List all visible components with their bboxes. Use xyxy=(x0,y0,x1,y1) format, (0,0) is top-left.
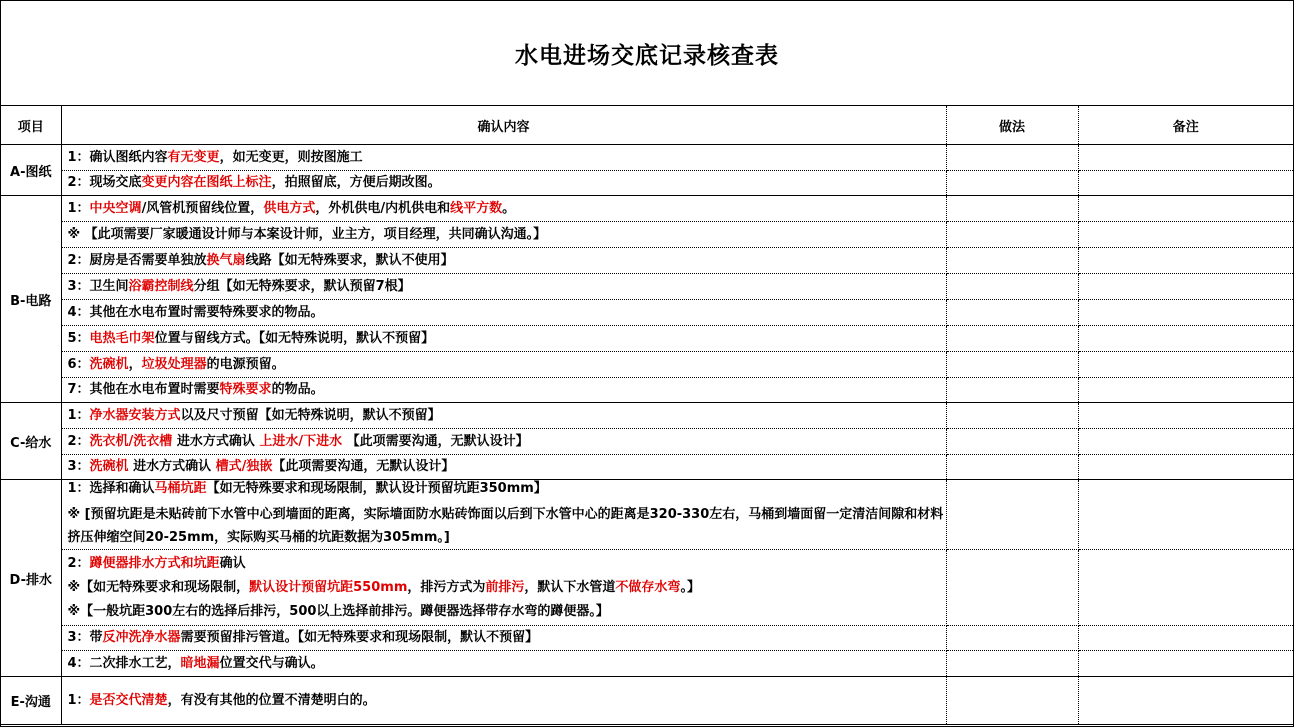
rich-line xyxy=(68,149,946,167)
plain-text: 1： xyxy=(67,200,90,216)
content-cell xyxy=(61,222,946,248)
category-drainage: D-排水 xyxy=(1,480,61,677)
header-row xyxy=(1,106,1293,145)
highlight-text: 浴霸控制线 xyxy=(128,278,194,294)
rich-line xyxy=(68,692,946,710)
content-cell xyxy=(61,651,946,677)
table-row xyxy=(1,352,1293,378)
remark-cell[interactable] xyxy=(1078,455,1293,480)
remark-cell[interactable] xyxy=(1078,326,1293,352)
plain-text: 3：带 xyxy=(67,630,103,645)
rich-line xyxy=(68,330,946,348)
note-line: ※ 【此项需要厂家暖通设计师与本案设计师，业主方，项目经理，共同确认沟通。】 xyxy=(67,226,547,242)
table-row xyxy=(1,455,1293,480)
plain-text: 2： xyxy=(67,433,90,449)
plain-text: ，排污方式为 xyxy=(407,579,486,595)
method-cell[interactable] xyxy=(946,626,1078,651)
content-cell xyxy=(61,145,946,171)
highlight-text: 中央空调 xyxy=(89,200,142,216)
rich-line xyxy=(68,433,946,451)
method-cell[interactable] xyxy=(946,403,1078,429)
content-cell xyxy=(61,274,946,300)
content-cell xyxy=(61,677,946,725)
remark-cell[interactable] xyxy=(1078,352,1293,378)
remark-cell[interactable] xyxy=(1078,378,1293,403)
plain-text: 位置与留线方式。【如无特殊说明，默认不预留】 xyxy=(154,330,435,346)
method-cell[interactable] xyxy=(946,480,1078,550)
plain-text: 以及尺寸预留【如无特殊说明，默认不预留】 xyxy=(180,407,441,423)
content-cell xyxy=(61,480,946,550)
remark-cell[interactable] xyxy=(1078,677,1293,725)
plain-text: 位置交代与确认。 xyxy=(219,655,324,671)
method-cell[interactable] xyxy=(946,222,1078,248)
plain-text: 【如无特殊要求和现场限制，默认设计预留坑距350mm】 xyxy=(206,481,547,496)
rich-line xyxy=(68,200,946,218)
rich-line xyxy=(68,356,946,374)
plain-text: 需要预留排污管道。【如无特殊要求和现场限制，默认不预留】 xyxy=(180,630,539,645)
remark-cell[interactable] xyxy=(1078,171,1293,196)
plain-text: 3：卫生间 xyxy=(67,278,129,294)
method-cell[interactable] xyxy=(946,196,1078,222)
highlight-text: 换气扇 xyxy=(206,252,246,268)
highlight-text: 马桶坑距 xyxy=(154,481,207,496)
table-row xyxy=(1,145,1293,171)
table-row xyxy=(1,626,1293,651)
remark-cell[interactable] xyxy=(1078,626,1293,651)
remark-cell[interactable] xyxy=(1078,196,1293,222)
rich-line xyxy=(68,552,946,576)
rich-line xyxy=(68,252,946,270)
plain-text: 2：厨房是否需要单独放 xyxy=(67,252,207,268)
highlight-text: 暗地漏 xyxy=(180,655,220,671)
plain-text: 4：二次排水工艺， xyxy=(67,655,181,671)
rich-line xyxy=(68,576,946,600)
table-row xyxy=(1,550,1293,626)
highlight-text: 变更内容在图纸上标注 xyxy=(141,175,272,190)
highlight-text: 默认设计预留坑距550mm xyxy=(249,579,408,595)
note-line: ※ [预留坑距是未贴砖前下水管中心到墙面的距离，实际墙面防水贴砖饰面以后到下水管中心的距离是320-330左右，马桶到墙面留一定清洁间隙和材料挤压伸缩空间20-25mm，实际购买马桶的坑距数据为305mm。] xyxy=(67,507,944,545)
plain-text: 的电源预留。 xyxy=(206,356,285,372)
plain-text: 【此项需要沟通，无默认设计】 xyxy=(342,433,529,449)
table-row xyxy=(1,274,1293,300)
plain-text: ※【如无特殊要求和现场限制， xyxy=(67,579,250,595)
content-cell xyxy=(61,171,946,196)
method-cell[interactable] xyxy=(946,171,1078,196)
category-drawing: A-图纸 xyxy=(1,145,61,196)
plain-text: ，如无变更，则按图施工 xyxy=(219,149,363,165)
plain-text: 进水方式确认 xyxy=(128,459,216,474)
table-row xyxy=(1,378,1293,403)
table-row xyxy=(1,171,1293,196)
plain-text: 1： xyxy=(67,692,90,708)
method-cell[interactable] xyxy=(946,429,1078,455)
header-remark: 备注 xyxy=(1078,106,1293,145)
category-communication: E-沟通 xyxy=(1,677,61,725)
content-cell xyxy=(61,326,946,352)
highlight-text: 特殊要求 xyxy=(219,382,272,397)
plain-text: ， xyxy=(128,356,142,372)
rich-line xyxy=(68,629,946,647)
rich-line xyxy=(68,407,946,425)
plain-text: 【此项需要沟通，无默认设计】 xyxy=(272,459,455,474)
highlight-text: 洗碗机 xyxy=(89,459,129,474)
content-cell xyxy=(61,378,946,403)
plain-text: ，有没有其他的位置不清楚明白的。 xyxy=(167,692,376,708)
highlight-text: 线平方数 xyxy=(450,200,503,216)
content-cell xyxy=(61,626,946,651)
highlight-text: 垃圾处理器 xyxy=(141,356,207,372)
highlight-text: 洗衣机/洗衣槽 xyxy=(89,433,173,449)
plain-text: /风管机预留线位置， xyxy=(141,200,264,216)
method-cell[interactable] xyxy=(946,326,1078,352)
plain-text: 1： xyxy=(67,407,90,423)
table-row xyxy=(1,480,1293,550)
plain-text: 5： xyxy=(67,330,90,346)
method-cell[interactable] xyxy=(946,352,1078,378)
highlight-text: 是否交代清楚 xyxy=(89,692,168,708)
highlight-text: 电热毛巾架 xyxy=(89,330,155,346)
table-row xyxy=(1,300,1293,326)
plain-text: 进水方式确认 xyxy=(172,433,260,449)
rich-line xyxy=(68,278,946,296)
content-cell xyxy=(61,248,946,274)
plain-text: 3： xyxy=(67,459,90,474)
table-row xyxy=(1,403,1293,429)
plain-text: 6： xyxy=(67,356,90,372)
highlight-text: 上进水/下进水 xyxy=(259,433,343,449)
table-row xyxy=(1,677,1293,725)
note-line: 4：其他在水电布置时需要特殊要求的物品。 xyxy=(67,304,324,320)
remark-cell[interactable] xyxy=(1078,248,1293,274)
method-cell[interactable] xyxy=(946,248,1078,274)
category-water-supply: C-给水 xyxy=(1,403,61,480)
plain-text: ，拍照留底，方便后期改图。 xyxy=(271,175,441,190)
remark-cell[interactable] xyxy=(1078,480,1293,550)
table-row xyxy=(1,248,1293,274)
plain-text: ，默认下水管道 xyxy=(524,579,616,595)
highlight-text: 净水器安装方式 xyxy=(89,407,181,423)
plain-text: 7：其他在水电布置时需要 xyxy=(67,382,220,397)
remark-cell[interactable] xyxy=(1078,403,1293,429)
method-cell[interactable] xyxy=(946,550,1078,626)
table-row xyxy=(1,222,1293,248)
page-title: 水电进场交底记录核查表 xyxy=(515,42,779,69)
content-cell xyxy=(61,352,946,378)
plain-text: 确认 xyxy=(219,555,246,571)
content-cell xyxy=(61,455,946,480)
highlight-text: 前排污 xyxy=(485,579,525,595)
plain-text: ，外机供电/内机供电和 xyxy=(315,200,451,216)
table-row xyxy=(1,196,1293,222)
highlight-text: 蹲便器排水方式和坑距 xyxy=(89,555,220,571)
plain-text: 的物品。 xyxy=(271,382,324,397)
plain-text: 2：现场交底 xyxy=(67,175,142,190)
rich-line xyxy=(68,381,946,399)
method-cell[interactable] xyxy=(946,274,1078,300)
method-cell[interactable] xyxy=(946,677,1078,725)
category-circuit: B-电路 xyxy=(1,196,61,403)
plain-text: 。】 xyxy=(680,579,700,595)
rich-line xyxy=(68,655,946,673)
content-cell xyxy=(61,196,946,222)
highlight-text: 槽式/独嵌 xyxy=(215,459,273,474)
plain-text: 分组【如无特殊要求，默认预留7根】 xyxy=(193,278,411,294)
header-method: 做法 xyxy=(946,106,1078,145)
method-cell[interactable] xyxy=(946,300,1078,326)
header-content: 确认内容 xyxy=(61,106,946,145)
rich-line xyxy=(68,480,946,498)
highlight-text: 洗碗机 xyxy=(89,356,129,372)
content-cell xyxy=(61,300,946,326)
highlight-text: 有无变更 xyxy=(167,149,220,165)
note-line: ※【一般坑距300左右的选择后排污，500以上选择前排污。蹲便器选择带存水弯的蹲便器。】 xyxy=(67,603,609,619)
remark-cell[interactable] xyxy=(1078,222,1293,248)
remark-cell[interactable] xyxy=(1078,651,1293,677)
table-row xyxy=(1,429,1293,455)
plain-text: 。 xyxy=(502,200,516,216)
plain-text: 线路【如无特殊要求，默认不使用】 xyxy=(245,252,454,268)
rich-line xyxy=(68,458,946,476)
remark-cell[interactable] xyxy=(1078,145,1293,171)
content-cell xyxy=(61,403,946,429)
plain-text: 1：确认图纸内容 xyxy=(67,149,168,165)
remark-cell[interactable] xyxy=(1078,429,1293,455)
highlight-text: 供电方式 xyxy=(263,200,316,216)
highlight-text: 反冲洗净水器 xyxy=(102,630,181,645)
remark-cell[interactable] xyxy=(1078,274,1293,300)
table-row xyxy=(1,651,1293,677)
method-cell[interactable] xyxy=(946,455,1078,480)
highlight-text: 不做存水弯 xyxy=(615,579,681,595)
method-cell[interactable] xyxy=(946,145,1078,171)
plain-text: 2： xyxy=(67,555,90,571)
checklist-table xyxy=(1,105,1293,725)
content-cell xyxy=(61,550,946,626)
rich-line xyxy=(68,174,946,192)
table-row xyxy=(1,326,1293,352)
header-item: 项目 xyxy=(1,106,61,145)
remark-cell[interactable] xyxy=(1078,550,1293,626)
method-cell[interactable] xyxy=(946,378,1078,403)
method-cell[interactable] xyxy=(946,651,1078,677)
remark-cell[interactable] xyxy=(1078,300,1293,326)
plain-text: 1：选择和确认 xyxy=(67,481,155,496)
content-cell xyxy=(61,429,946,455)
